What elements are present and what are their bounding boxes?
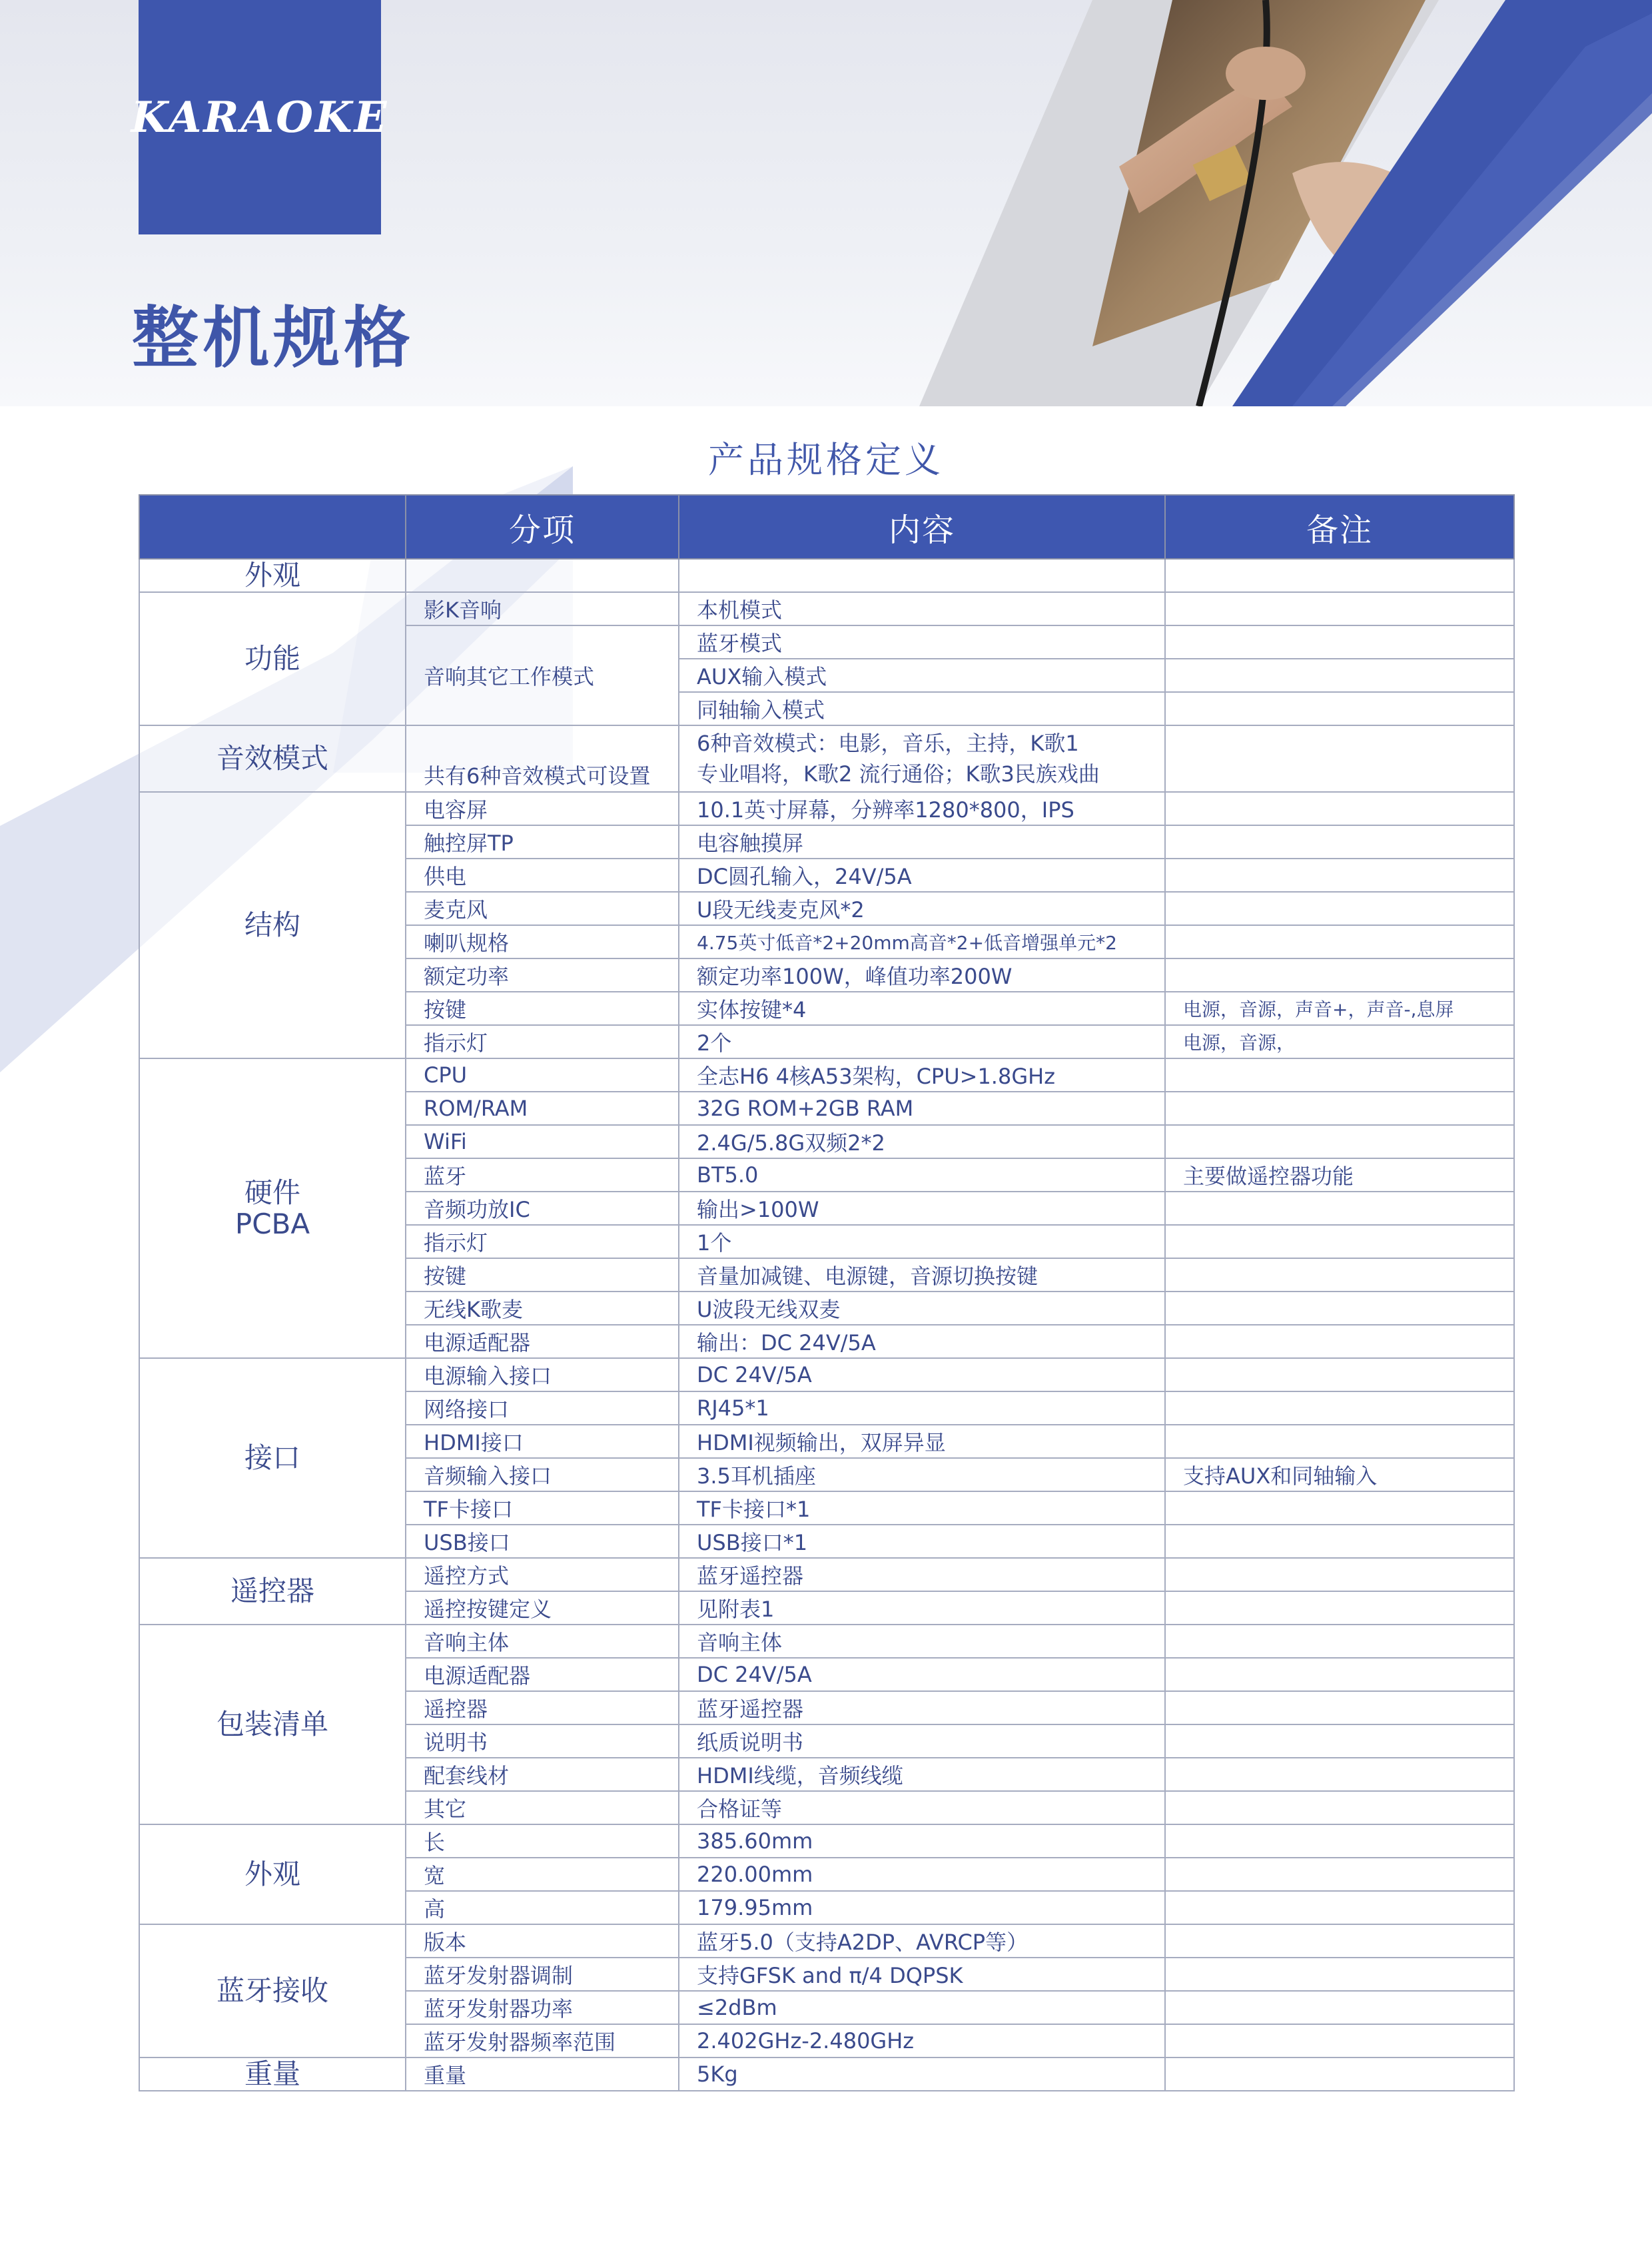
- table-row: [139, 1824, 1514, 1858]
- note-cell: [1165, 2024, 1514, 2057]
- table-row: [139, 1625, 1514, 1658]
- note-cell: [1165, 892, 1514, 925]
- note-cell: [1165, 559, 1514, 592]
- brand-logo: [131, 0, 389, 234]
- item-cell: 版本: [406, 1924, 679, 1958]
- item-cell: 电源适配器: [406, 1658, 679, 1691]
- note-cell: [1165, 725, 1514, 792]
- item-cell: 网络接口: [406, 1391, 679, 1425]
- note-cell: [1165, 592, 1514, 625]
- content-cell: 纸质说明书: [679, 1724, 1165, 1758]
- item-cell: 重量: [406, 2057, 679, 2091]
- note-cell: 支持AUX和同轴输入: [1165, 1458, 1514, 1491]
- content-cell: 10.1英寸屏幕，分辨率1280*800，IPS: [679, 792, 1165, 825]
- item-cell: 遥控按键定义: [406, 1591, 679, 1625]
- table-row: [139, 1924, 1514, 1958]
- note-cell: [1165, 1891, 1514, 1924]
- note-cell: [1165, 1058, 1514, 1092]
- content-cell: 蓝牙遥控器: [679, 1691, 1165, 1724]
- singer-photo: [919, 0, 1652, 406]
- item-cell: 电容屏: [406, 792, 679, 825]
- item-cell: 指示灯: [406, 1025, 679, 1058]
- table-row: [139, 2057, 1514, 2091]
- logo-text: KARAOKE: [131, 92, 389, 143]
- content-cell: 3.5耳机插座: [679, 1458, 1165, 1491]
- note-cell: [1165, 1558, 1514, 1591]
- table-row: [139, 559, 1514, 592]
- item-cell: 音频功放IC: [406, 1192, 679, 1225]
- note-cell: [1165, 1491, 1514, 1525]
- note-cell: [1165, 1358, 1514, 1391]
- table-row: [139, 1358, 1514, 1391]
- item-cell: WiFi: [406, 1125, 679, 1158]
- category-cell: 结构: [139, 792, 406, 1058]
- item-cell: 蓝牙发射器频率范围: [406, 2024, 679, 2057]
- note-cell: [1165, 1425, 1514, 1458]
- content-cell: 电容触摸屏: [679, 825, 1165, 859]
- category-cell: 外观: [139, 1824, 406, 1924]
- table-row: [139, 792, 1514, 825]
- content-cell: 32G ROM+2GB RAM: [679, 1092, 1165, 1125]
- content-cell: 1个: [679, 1225, 1165, 1258]
- content-cell: 额定功率100W，峰值功率200W: [679, 958, 1165, 992]
- item-cell: 长: [406, 1824, 679, 1858]
- content-cell: 蓝牙模式: [679, 625, 1165, 659]
- note-cell: [1165, 1325, 1514, 1358]
- content-cell: 支持GFSK and π/4 DQPSK: [679, 1958, 1165, 1991]
- item-cell: TF卡接口: [406, 1491, 679, 1525]
- content-cell: DC圆孔输入，24V/5A: [679, 859, 1165, 892]
- content-cell: U波段无线双麦: [679, 1292, 1165, 1325]
- item-cell: 蓝牙: [406, 1158, 679, 1192]
- spec-table: [139, 494, 1515, 2091]
- note-cell: [1165, 1924, 1514, 1958]
- category-line: 硬件: [244, 1176, 300, 1209]
- page-title: 整机规格: [132, 299, 414, 377]
- content-cell: 蓝牙5.0（支持A2DP、AVRCP等）: [679, 1924, 1165, 1958]
- content-cell: HDMI线缆，音频线缆: [679, 1758, 1165, 1791]
- item-cell: 影K音响: [406, 592, 679, 625]
- content-cell: AUX输入模式: [679, 659, 1165, 692]
- item-cell: 高: [406, 1891, 679, 1924]
- item-cell: 额定功率: [406, 958, 679, 992]
- note-cell: [1165, 1791, 1514, 1824]
- content-line: 6种音效模式：电影，音乐，主持，K歌1: [697, 730, 1079, 756]
- note-cell: [1165, 1758, 1514, 1791]
- item-cell: 喇叭规格: [406, 925, 679, 958]
- content-cell: 2个: [679, 1025, 1165, 1058]
- content-cell: 实体按键*4: [679, 992, 1165, 1025]
- item-cell: 无线K歌麦: [406, 1292, 679, 1325]
- table-header-row: [139, 495, 1514, 559]
- note-cell: [1165, 1591, 1514, 1625]
- content-cell: USB接口*1: [679, 1525, 1165, 1558]
- item-cell: 电源输入接口: [406, 1358, 679, 1391]
- note-cell: [1165, 1525, 1514, 1558]
- item-cell: 蓝牙发射器调制: [406, 1958, 679, 1991]
- item-cell: CPU: [406, 1058, 679, 1092]
- category-cell: 重量: [139, 2057, 406, 2091]
- note-cell: 电源，音源，: [1165, 1025, 1514, 1058]
- item-cell: 供电: [406, 859, 679, 892]
- item-cell: 蓝牙发射器功率: [406, 1991, 679, 2024]
- content-cell: 全志H6 4核A53架构，CPU>1.8GHz: [679, 1058, 1165, 1092]
- content-cell: TF卡接口*1: [679, 1491, 1165, 1525]
- content-cell: 4.75英寸低音*2+20mm高音*2+低音增强单元*2: [679, 925, 1165, 958]
- category-cell: 功能: [139, 592, 406, 725]
- category-cell: 外观: [139, 559, 406, 592]
- content-cell: HDMI视频输出，双屏异显: [679, 1425, 1165, 1458]
- table-title: 产品规格定义: [708, 439, 944, 481]
- content-cell: 5Kg: [679, 2057, 1165, 2091]
- content-cell: 音响主体: [679, 1625, 1165, 1658]
- note-cell: [1165, 625, 1514, 659]
- content-cell: DC 24V/5A: [679, 1658, 1165, 1691]
- content-cell: ≤2dBm: [679, 1991, 1165, 2024]
- item-cell: 配套线材: [406, 1758, 679, 1791]
- note-cell: [1165, 2057, 1514, 2091]
- header-category: [139, 495, 406, 559]
- content-cell: 合格证等: [679, 1791, 1165, 1824]
- item-cell: 电源适配器: [406, 1325, 679, 1358]
- content-cell: 220.00mm: [679, 1858, 1165, 1891]
- note-cell: [1165, 1225, 1514, 1258]
- content-cell: U段无线麦克风*2: [679, 892, 1165, 925]
- note-cell: [1165, 1625, 1514, 1658]
- note-cell: [1165, 1258, 1514, 1292]
- content-cell: 见附表1: [679, 1591, 1165, 1625]
- content-cell: 输出>100W: [679, 1192, 1165, 1225]
- item-cell: HDMI接口: [406, 1425, 679, 1458]
- item-cell: USB接口: [406, 1525, 679, 1558]
- category-cell: [139, 1058, 406, 1358]
- note-cell: 电源，音源，声音+，声音-,息屏: [1165, 992, 1514, 1025]
- note-cell: [1165, 692, 1514, 725]
- item-cell: 触控屏TP: [406, 825, 679, 859]
- item-cell: 按键: [406, 1258, 679, 1292]
- content-line: 专业唱将，K歌2 流行通俗；K歌3民族戏曲: [697, 761, 1100, 787]
- category-cell: 包装清单: [139, 1625, 406, 1824]
- item-cell: 遥控方式: [406, 1558, 679, 1591]
- item-cell: 说明书: [406, 1724, 679, 1758]
- table-row: [139, 1058, 1514, 1092]
- item-cell: 音频输入接口: [406, 1458, 679, 1491]
- note-cell: [1165, 1724, 1514, 1758]
- header-item: 分项: [406, 495, 679, 559]
- note-cell: [1165, 1125, 1514, 1158]
- category-cell: 遥控器: [139, 1558, 406, 1625]
- category-cell: 音效模式: [139, 725, 406, 792]
- item-cell: 麦克风: [406, 892, 679, 925]
- item-cell: 指示灯: [406, 1225, 679, 1258]
- content-cell: 同轴输入模式: [679, 692, 1165, 725]
- note-cell: 主要做遥控器功能: [1165, 1158, 1514, 1192]
- note-cell: [1165, 1658, 1514, 1691]
- content-cell: 本机模式: [679, 592, 1165, 625]
- note-cell: [1165, 1391, 1514, 1425]
- item-cell: 共有6种音效模式可设置: [406, 725, 679, 792]
- table-row: [139, 1558, 1514, 1591]
- note-cell: [1165, 859, 1514, 892]
- item-cell: [406, 559, 679, 592]
- content-cell: 输出：DC 24V/5A: [679, 1325, 1165, 1358]
- header-content: 内容: [679, 495, 1165, 559]
- note-cell: [1165, 792, 1514, 825]
- note-cell: [1165, 1691, 1514, 1724]
- category-cell: 蓝牙接收: [139, 1924, 406, 2057]
- content-cell: 音量加减键、电源键，音源切换按键: [679, 1258, 1165, 1292]
- content-cell: DC 24V/5A: [679, 1358, 1165, 1391]
- content-cell: 2.4G/5.8G双频2*2: [679, 1125, 1165, 1158]
- item-cell: 遥控器: [406, 1691, 679, 1724]
- content-cell: 蓝牙遥控器: [679, 1558, 1165, 1591]
- item-cell: ROM/RAM: [406, 1092, 679, 1125]
- note-cell: [1165, 1192, 1514, 1225]
- content-cell: [679, 725, 1165, 792]
- note-cell: [1165, 1991, 1514, 2024]
- note-cell: [1165, 825, 1514, 859]
- note-cell: [1165, 1824, 1514, 1858]
- item-cell: 宽: [406, 1858, 679, 1891]
- category-line: PCBA: [234, 1208, 310, 1240]
- item-cell: 其它: [406, 1791, 679, 1824]
- content-cell: 2.402GHz-2.480GHz: [679, 2024, 1165, 2057]
- note-cell: [1165, 1292, 1514, 1325]
- item-cell: 音响主体: [406, 1625, 679, 1658]
- content-cell: 385.60mm: [679, 1824, 1165, 1858]
- item-cell: 音响其它工作模式: [406, 625, 679, 725]
- header-note: 备注: [1165, 495, 1514, 559]
- table-row: [139, 592, 1514, 625]
- note-cell: [1165, 1092, 1514, 1125]
- note-cell: [1165, 1858, 1514, 1891]
- content-cell: 179.95mm: [679, 1891, 1165, 1924]
- item-cell: 按键: [406, 992, 679, 1025]
- note-cell: [1165, 958, 1514, 992]
- table-row: [139, 725, 1514, 792]
- category-cell: 接口: [139, 1358, 406, 1558]
- note-cell: [1165, 659, 1514, 692]
- content-cell: BT5.0: [679, 1158, 1165, 1192]
- content-cell: [679, 559, 1165, 592]
- content-cell: RJ45*1: [679, 1391, 1165, 1425]
- note-cell: [1165, 925, 1514, 958]
- note-cell: [1165, 1958, 1514, 1991]
